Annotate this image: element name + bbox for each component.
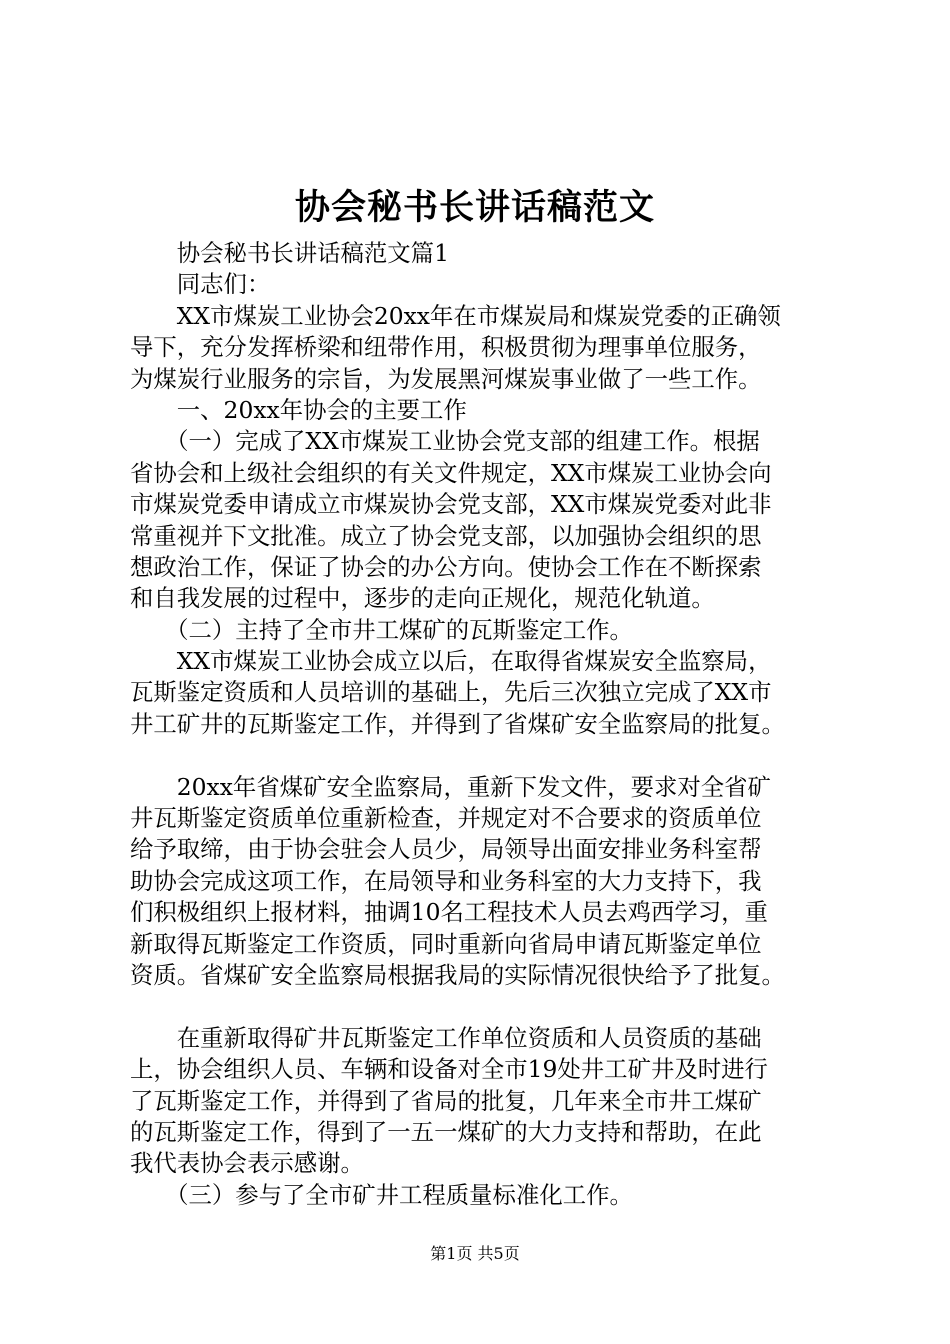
body-line: 在重新取得矿井瓦斯鉴定工作单位资质和人员资质的基础 — [130, 1023, 762, 1052]
body-line: 瓦斯鉴定资质和人员培训的基础上，先后三次独立完成了XX市 — [130, 678, 772, 707]
body-line: （一）完成了XX市煤炭工业协会党支部的组建工作。根据 — [130, 427, 760, 456]
document-body — [130, 238, 850, 1211]
body-line: 的瓦斯鉴定工作，得到了一五一煤矿的大力支持和帮助，在此 — [130, 1117, 762, 1146]
body-line: 省协会和上级社会组织的有关文件规定，XX市煤炭工业协会向 — [130, 458, 772, 487]
body-line: 和自我发展的过程中，逐步的走向正规化，规范化轨道。 — [130, 584, 715, 613]
body-line: 上，协会组织人员、车辆和设备对全市19处井工矿井及时进行 — [130, 1055, 768, 1084]
body-line: 助协会完成这项工作，在局领导和业务科室的大力支持下，我 — [130, 866, 762, 895]
document-title: 协会秘书长讲话稿范文 — [294, 187, 655, 228]
body-line: 我代表协会表示感谢。 — [130, 1149, 364, 1178]
body-line: 常重视并下文批准。成立了协会党支部，以加强协会组织的思 — [130, 521, 762, 550]
body-line: 了瓦斯鉴定工作，并得到了省局的批复，几年来全市井工煤矿 — [130, 1086, 762, 1115]
body-line: 20xx年省煤矿安全监察局，重新下发文件，要求对全省矿 — [130, 772, 771, 801]
body-line: 新取得瓦斯鉴定工作资质，同时重新向省局申请瓦斯鉴定单位 — [130, 929, 762, 958]
body-line: 协会秘书长讲话稿范文篇1 — [130, 239, 449, 267]
page-footer: 第1页 共5页 — [430, 1244, 520, 1263]
body-line: XX市煤炭工业协会成立以后，在取得省煤炭安全监察局， — [130, 647, 772, 676]
body-line: 市煤炭党委申请成立市煤炭协会党支部，XX市煤炭党委对此非 — [130, 490, 772, 519]
body-line: 井工矿井的瓦斯鉴定工作，并得到了省煤矿安全监察局的批复。 — [130, 709, 785, 738]
body-line: 资质。省煤矿安全监察局根据我局的实际情况很快给予了批复。 — [130, 960, 785, 989]
body-line: 们积极组织上报材料，抽调10名工程技术人员去鸡西学习，重 — [130, 898, 768, 927]
body-line: 为煤炭行业服务的宗旨，为发展黑河煤炭事业做了一些工作。 — [130, 364, 762, 393]
body-line: 一、20xx年协会的主要工作 — [130, 395, 467, 424]
body-line: 想政治工作，保证了协会的办公方向。使协会工作在不断探索 — [130, 552, 762, 581]
body-line: 导下，充分发挥桥梁和纽带作用，积极贯彻为理事单位服务， — [130, 333, 762, 362]
body-line: （三）参与了全市矿井工程质量标准化工作。 — [130, 1180, 633, 1209]
body-line: 井瓦斯鉴定资质单位重新检查，并规定对不合要求的资质单位 — [130, 804, 762, 833]
body-line: XX市煤炭工业协会20xx年在市煤炭局和煤炭党委的正确领 — [130, 301, 781, 330]
blank-line — [130, 991, 850, 1022]
body-line: 给予取缔，由于协会驻会人员少，局领导出面安排业务科室帮 — [130, 835, 762, 864]
blank-line — [130, 740, 850, 771]
body-line: （二）主持了全市井工煤矿的瓦斯鉴定工作。 — [130, 615, 633, 644]
body-line: 同志们： — [130, 270, 271, 299]
